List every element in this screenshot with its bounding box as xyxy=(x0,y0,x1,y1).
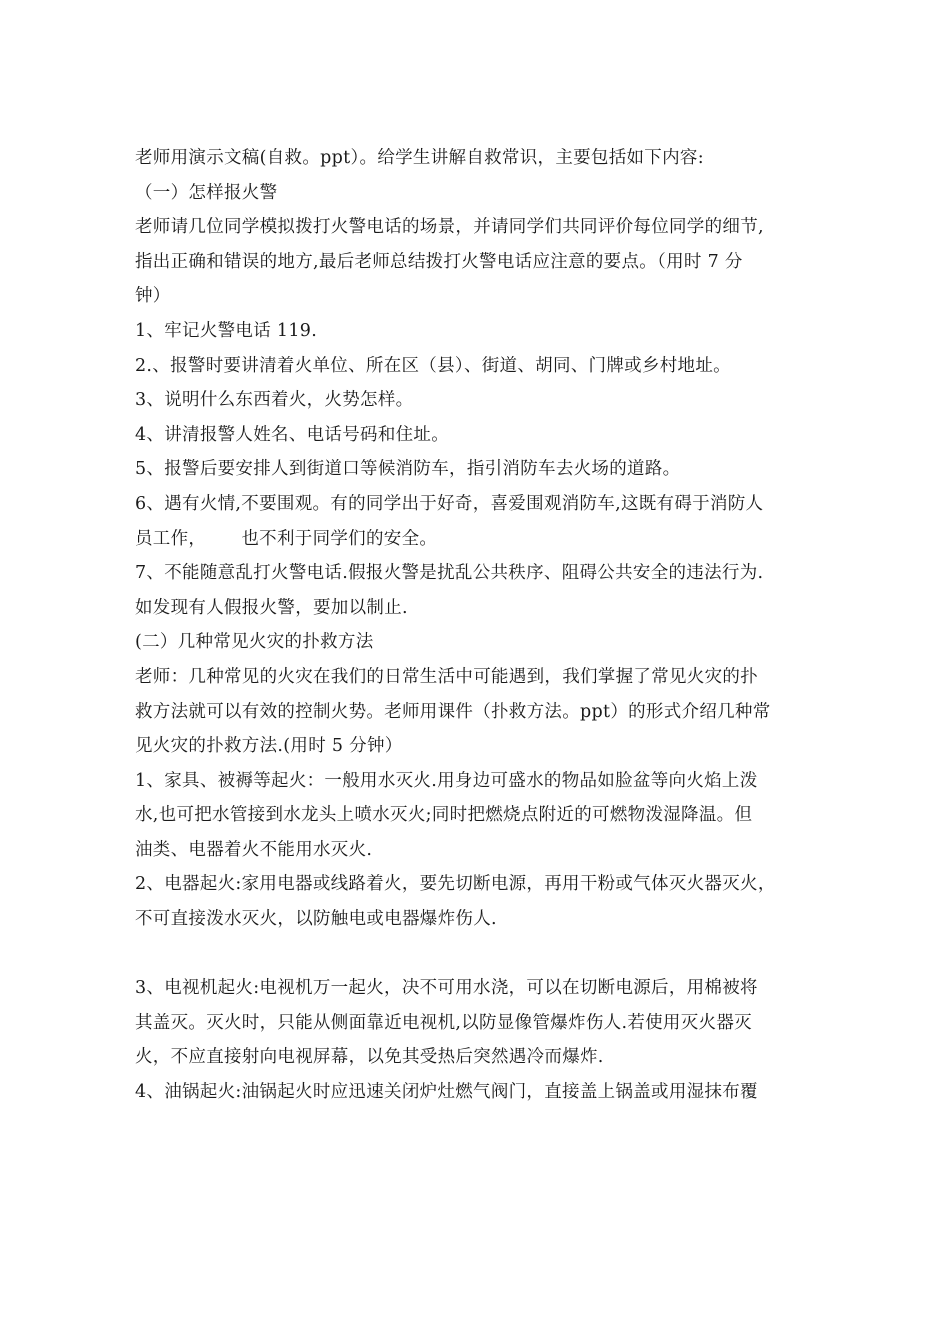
section-heading: （一）怎样报火警 xyxy=(135,182,278,203)
paragraph-line: 救方法就可以有效的控制火势。老师用课件（扑救方法。ppt）的形式介绍几种常 xyxy=(135,701,771,722)
list-item-continuation: 水,也可把水管接到水龙头上喷水灭火;同时把燃烧点附近的可燃物泼湿降温。但 xyxy=(135,805,753,826)
list-item-continuation: 不可直接泼水灭火，以防触电或电器爆炸伤人. xyxy=(135,909,497,930)
paragraph-line: 老师：几种常见的火灾在我们的日常生活中可能遇到，我们掌握了常见火灾的扑 xyxy=(135,666,758,687)
blank-line xyxy=(135,937,825,972)
paragraph-line: 见火灾的扑救方法.(用时 5 分钟） xyxy=(135,736,403,757)
list-item: 2.、报警时要讲清着火单位、所在区（县）、街道、胡同、门牌或乡村地址。 xyxy=(135,355,731,376)
list-item: 3、电视机起火:电视机万一起火，决不可用水浇，可以在切断电源后，用棉被将 xyxy=(135,978,758,999)
list-item-continuation: 员工作， 也不利于同学们的安全。 xyxy=(135,528,438,549)
list-item-continuation: 如发现有人假报火警，要加以制止. xyxy=(135,597,408,618)
paragraph-line: 指出正确和错误的地方,最后老师总结拨打火警电话应注意的要点。（用时 7 分 xyxy=(135,251,743,272)
paragraph-line: 老师用演示文稿(自救。ppt）。给学生讲解自救常识，主要包括如下内容: xyxy=(135,148,704,168)
section-heading: (二）几种常见火灾的扑救方法 xyxy=(135,632,374,653)
list-item-continuation: 其盖灭。灭火时，只能从侧面靠近电视机,以防显像管爆炸伤人.若使用灭火器灭 xyxy=(135,1012,752,1033)
paragraph-line: 老师请几位同学模拟拨打火警电话的场景，并请同学们共同评价每位同学的细节, xyxy=(135,217,764,238)
list-item: 4、讲清报警人姓名、电话号码和住址。 xyxy=(135,424,450,445)
list-item: 1、牢记火警电话 119. xyxy=(135,320,318,341)
list-item: 5、报警后要安排人到街道口等候消防车，指引消防车去火场的道路。 xyxy=(135,459,681,480)
paragraph-line: 钟） xyxy=(135,286,171,307)
list-item: 7、不能随意乱打火警电话.假报火警是扰乱公共秩序、阻碍公共安全的违法行为. xyxy=(135,563,764,584)
list-item-continuation: 火，不应直接射向电视屏幕，以免其受热后突然遇冷而爆炸. xyxy=(135,1047,604,1068)
list-item: 1、家具、被褥等起火：一般用水灭火.用身边可盛水的物品如脸盆等向火焰上泼 xyxy=(135,770,758,791)
list-item: 6、遇有火情,不要围观。有的同学出于好奇，喜爱围观消防车,这既有碍于消防人 xyxy=(135,493,764,514)
list-item: 4、油锅起火:油锅起火时应迅速关闭炉灶燃气阀门，直接盖上锅盖或用湿抹布覆 xyxy=(135,1082,758,1103)
list-item-continuation: 油类、电器着火不能用水灭火. xyxy=(135,839,373,860)
document-page xyxy=(135,141,825,1110)
list-item: 3、说明什么东西着火，火势怎样。 xyxy=(135,390,414,411)
list-item: 2、电器起火:家用电器或线路着火，要先切断电源，再用干粉或气体灭火器灭火， xyxy=(135,874,776,895)
